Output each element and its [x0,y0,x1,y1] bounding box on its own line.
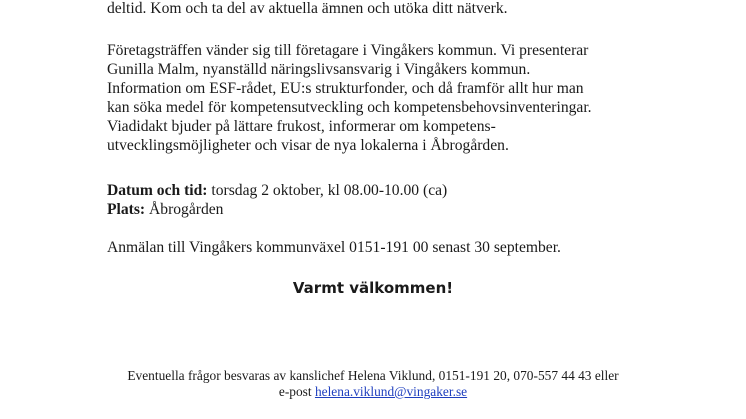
description-line: Information om ESF-rådet, EU:s strukturfonder, och då framför allt hur man [107,80,584,97]
welcome-heading: Varmt välkommen! [292,279,454,297]
intro-paragraph [107,0,707,18]
description-paragraph [107,41,707,155]
place-line [107,200,707,219]
intro-line: deltid. Kom och ta del av aktuella ämnen och utöka ditt nätverk. [107,0,508,17]
footer-email-line [0,384,746,400]
registration-line: Anmälan till Vingåkers kommunväxel 0151-191 00 senast 30 september. [107,239,561,256]
date-label: Datum och tid: [107,182,208,199]
place-label: Plats: [107,201,146,218]
event-details [107,181,707,219]
place-value: Åbrogården [145,201,224,218]
footer [0,368,746,400]
date-value: torsdag 2 oktober, kl 08.00-10.00 (ca) [207,182,448,199]
email-link[interactable]: helena.viklund@vingaker.se [314,384,468,399]
date-line [107,181,707,200]
description-line: Gunilla Malm, nyanställd näringslivsansvarig i Vingåkers kommun. [107,61,531,78]
email-prefix: e-post [278,384,315,399]
registration-paragraph [107,238,707,257]
description-line: utvecklingsmöjligheter och visar de nya lokalerna i Åbrogården. [107,137,509,154]
description-line: Företagsträffen vänder sig till företagare i Vingåkers kommun. Vi presenterar [107,42,589,59]
description-line: Viadidakt bjuder på lättare frukost, informerar om kompetens- [107,118,496,135]
footer-contact-line: Eventuella frågor besvaras av kanslichef Helena Viklund, 0151-191 20, 070-557 44 43 eller [127,368,619,383]
description-line: kan söka medel för kompetensutveckling och kompetensbehovsinventeringar. [107,99,592,116]
